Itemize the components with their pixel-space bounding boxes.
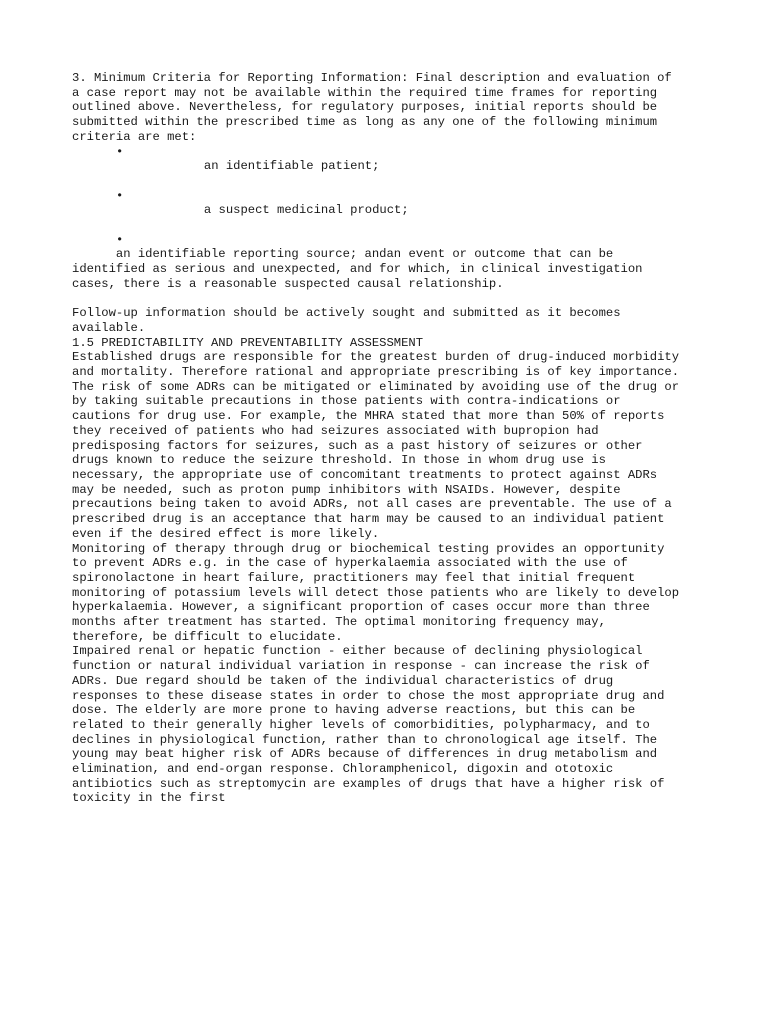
established-drugs-paragraph: Established drugs are responsible for the greatest burden of drug-induced morbidity and mortality. Therefore rational and appropriate prescribing is of key importance. The risk of some ADRs can be mitigated or eliminated by avoiding use of the drug or by taking suitable precautions in those patients with contra-indications or cautions for drug use. For example, the MHRA stated that more than 50% of reports they received of patients who had seizures associated with bupropion had predisposing factors for seizures, such as a past history of seizures or other drugs known to reduce the seizure threshold. In those in whom drug use is necessary, the appropriate use of concomitant treatments to protect against ADRs may be needed, such as proton pump inhibitors with NSAIDs. However, despite precautions being taken to avoid ADRs, not all cases are preventable. The use of a prescribed drug is an acceptance that harm may be caused to an individual patient even if the desired effect is more likely. [72,350,680,541]
list-item-text: an identifiable patient; [203,159,380,174]
minimum-criteria-list [72,145,712,307]
impaired-function-paragraph: Impaired renal or hepatic function - either because of declining physiological function or natural individual variation in response - can increase the risk of ADRs. Due regard should be taken of the individual characteristics of drug responses to these disease states in order to chose the most appropriate drug and dose. The elderly are more prone to having adverse reactions, but this can be related to their generally higher levels of comorbidities, polypharmacy, and to declines in physiological function, rather than to chronological age itself. The young may beat higher risk of ADRs because of differences in drug metabolism and elimination, and end-organ response. Chloramphenicol, digoxin and ototoxic antibiotics such as streptomycin are examples of drugs that have a higher risk of toxicity in the first [72,644,665,806]
list-item [72,189,712,233]
document-page [72,71,712,806]
follow-up-paragraph: Follow-up information should be actively sought and submitted as it becomes available. [72,306,621,335]
monitoring-paragraph: Monitoring of therapy through drug or biochemical testing provides an opportunity to prevent ADRs e.g. in the case of hyperkalaemia associated with the use of spironolactone in heart failure, practitioners may feel that initial frequent monitoring of potassium levels will detect those patients who are likely to develop hyperkalaemia. However, a significant proportion of cases occur more than three months after treatment has started. The optimal monitoring frequency may, therefore, be difficult to elucidate. [72,541,680,644]
bullet-icon: • [116,232,124,247]
list-item-text: a suspect medicinal product; [203,203,409,218]
section-heading: 1.5 PREDICTABILITY AND PREVENTABILITY ASSESSMENT [72,335,424,350]
list-item [72,145,712,189]
section-3-paragraph: 3. Minimum Criteria for Reporting Information: Final description and evaluation of a case report may not be available within the required time frames for reporting outlined above. Nevertheless, for regulatory purposes, initial reports should be submitted within the prescribed time as long as any one of the following minimum criteria are met: [72,71,672,144]
list-item [72,233,712,307]
list-item-text: an identifiable reporting source; andan event or outcome that can be identified as serious and unexpected, and for which, in clinical investigation cases, there is a reasonable suspected causal relationship. [72,247,643,291]
bullet-icon: • [116,144,124,159]
bullet-icon: • [116,188,124,203]
